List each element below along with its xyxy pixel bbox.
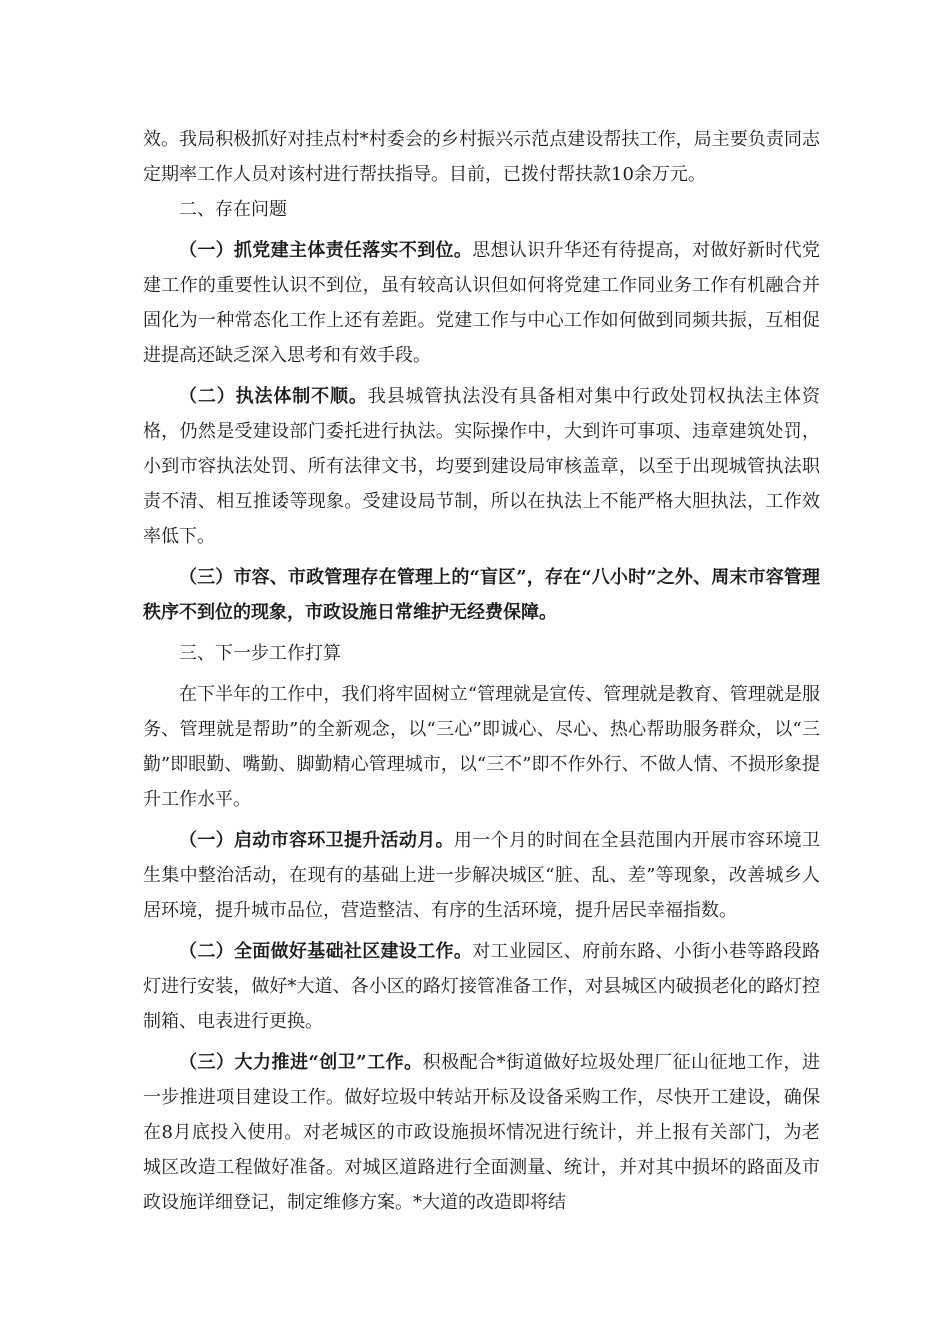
paragraph-1 [143, 122, 820, 192]
paragraph-plan-1 [143, 823, 820, 928]
paragraph-problem-1-lead: （一）抓党建主体责任落实不到位。 [179, 240, 473, 261]
paragraph-plan-2-text: 对工业园区、府前东路、小街小巷等路段路灯进行安装，做好*大道、各小区的路灯接管准备工作，对县城区内破损老化的路灯控制箱、电表进行更换。 [143, 941, 821, 1032]
paragraph-1-text: 效。我局积极抓好对挂点村*村委会的乡村振兴示范点建设帮扶工作，局主要负责同志定期率工作人员对该村进行帮扶指导。目前，已拨付帮扶款10余万元。 [143, 129, 820, 185]
paragraph-problem-2-lead: （二）执法体制不顺。 [179, 386, 368, 407]
section-heading-problems-text: 二、存在问题 [179, 199, 287, 220]
paragraph-plan-1-lead: （一）启动市容环卫提升活动月。 [179, 830, 454, 851]
paragraph-plan-intro [143, 677, 820, 817]
paragraph-problem-3 [143, 560, 820, 630]
section-heading-next-steps [143, 636, 820, 671]
paragraph-problem-3-lead: （三）市容、市政管理存在管理上的“盲区”，存在“八小时”之外、周末市容管理秩序不到位的现象，市政设施日常维护无经费保障。 [143, 567, 820, 623]
paragraph-plan-2-lead: （二）全面做好基础社区建设工作。 [179, 941, 473, 962]
section-heading-next-steps-text: 三、下一步工作打算 [179, 643, 341, 664]
paragraph-plan-intro-text: 在下半年的工作中，我们将牢固树立“管理就是宣传、管理就是教育、管理就是服务、管理就是帮助”的全新观念，以“三心”即诚心、尽心、热心帮助服务群众，以“三勤”即眼勤、嘴勤、脚勤精心管理城市，以“三不”即不作外行、不做人情、不损形象提升工作水平。 [143, 684, 820, 810]
paragraph-plan-2 [143, 934, 820, 1039]
paragraph-plan-3-text: 积极配合*街道做好垃圾处理厂征山征地工作，进一步推进项目建设工作。做好垃圾中转站开标及设备采购工作，尽快开工建设，确保在8月底投入使用。对老城区的市政设施损坏情况进行统计，并上报有关部门，为老城区改造工程做好准备。对城区道路进行全面测量、统计，并对其中损坏的路面及市政设施详细登记，制定维修方案。*大道的改造即将结 [143, 1052, 820, 1213]
paragraph-problem-1 [143, 233, 820, 373]
paragraph-problem-2 [143, 379, 820, 554]
document-body [143, 122, 820, 1220]
paragraph-plan-3-lead: （三）大力推进“创卫”工作。 [179, 1052, 423, 1073]
paragraph-plan-3 [143, 1045, 820, 1220]
paragraph-plan-1-text: 用一个月的时间在全县范围内开展市容环境卫生集中整治活动，在现有的基础上进一步解决城区“脏、乱、差”等现象，改善城乡人居环境，提升城市品位，营造整洁、有序的生活环境，提升居民幸福指数。 [143, 830, 821, 921]
paragraph-problem-1-text: 思想认识升华还有待提高，对做好新时代党建工作的重要性认识不到位，虽有较高认识但如何将党建工作同业务工作有机融合并固化为一种常态化工作上还有差距。党建工作与中心工作如何做到同频共振，互相促进提高还缺乏深入思考和有效手段。 [143, 240, 821, 366]
paragraph-problem-2-text: 我县城管执法没有具备相对集中行政处罚权执法主体资格，仍然是受建设部门委托进行执法。实际操作中，大到许可事项、违章建筑处罚，小到市容执法处罚、所有法律文书，均要到建设局审核盖章，以至于出现城管执法职责不清、相互推诿等现象。受建设局节制，所以在执法上不能严格大胆执法，工作效率低下。 [143, 386, 821, 547]
section-heading-problems [143, 192, 820, 227]
